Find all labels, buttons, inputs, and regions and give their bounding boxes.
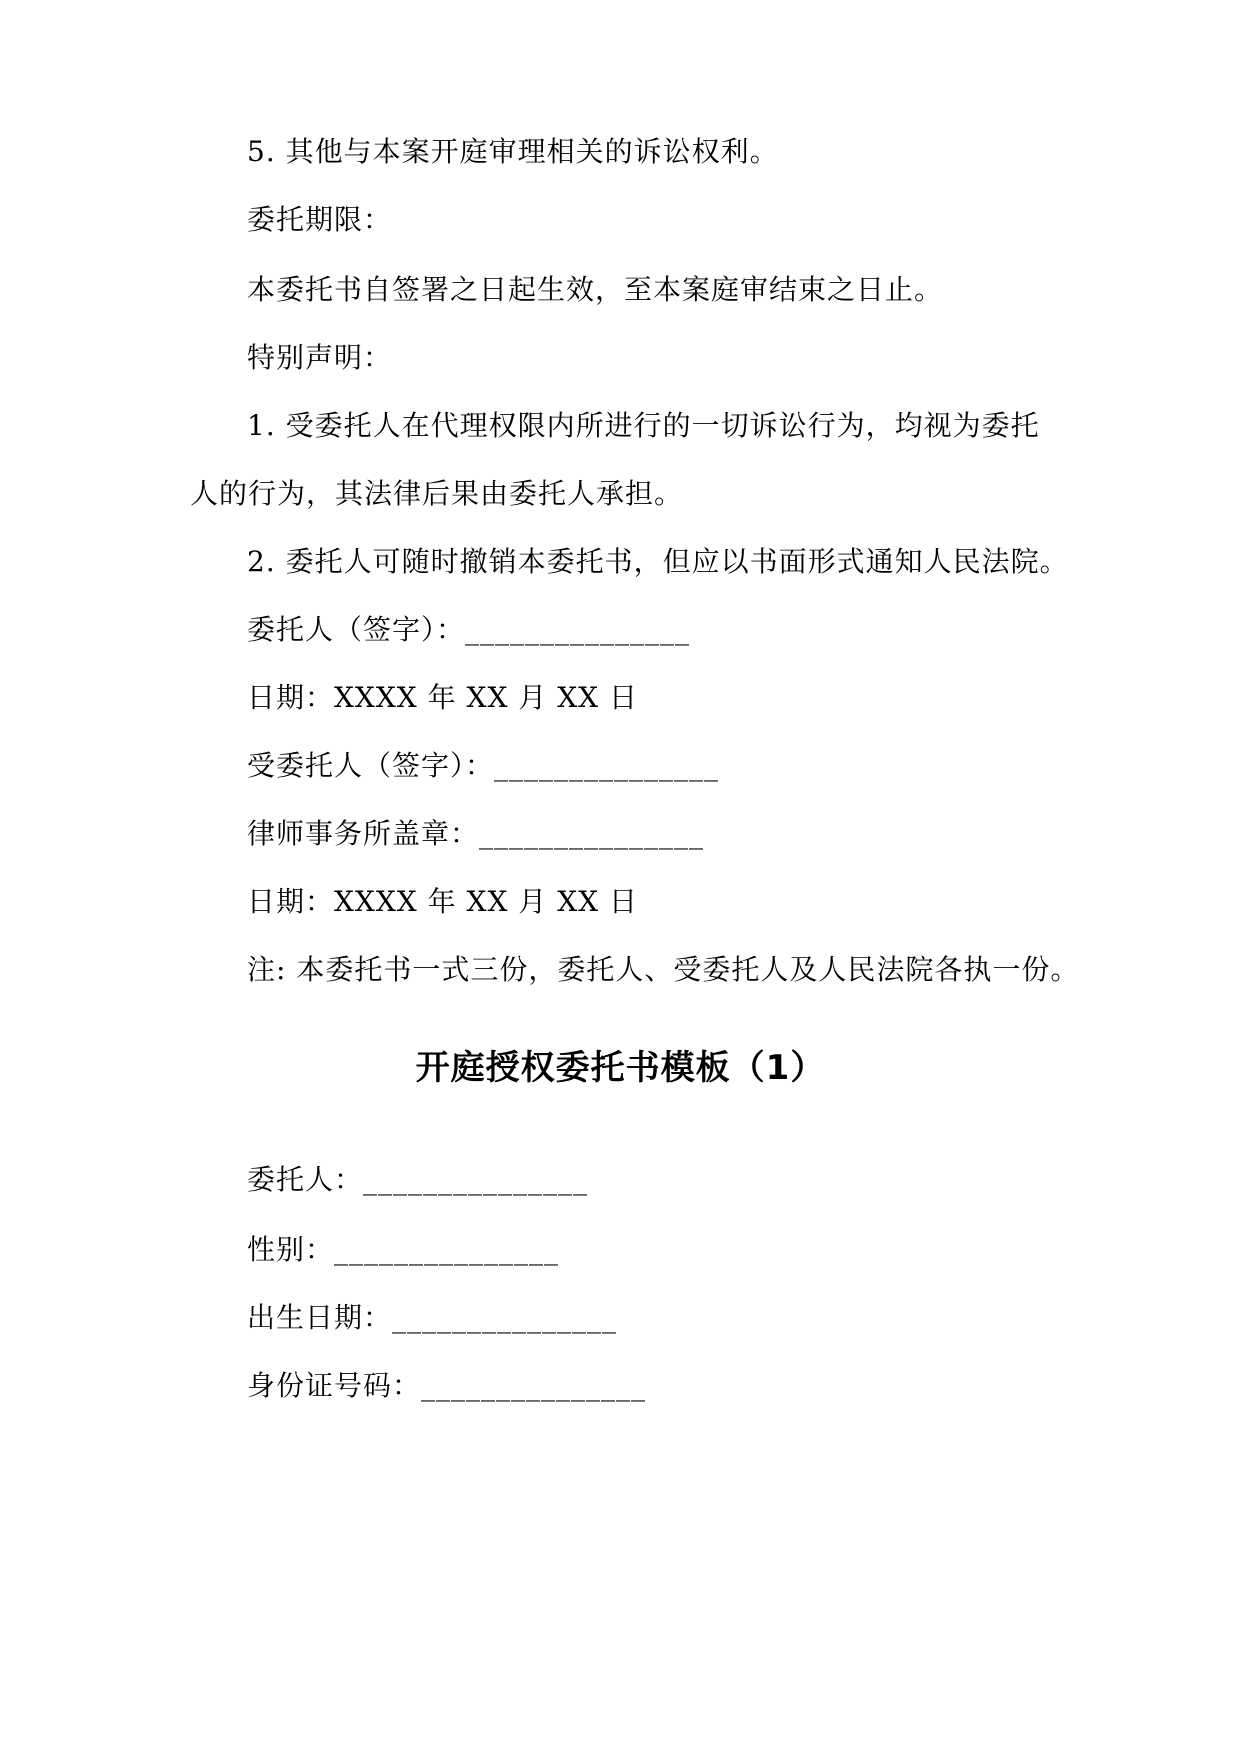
- paragraph-entrust-period: 本委托书自签署之日起生效，至本案庭审结束之日止。: [247, 273, 944, 306]
- field-id-number: 身份证号码：_______________: [247, 1369, 647, 1402]
- field-principal: 委托人：_______________: [247, 1163, 589, 1196]
- field-birth-date: 出生日期：_______________: [247, 1301, 618, 1334]
- law-firm-seal: 律师事务所盖章：_______________: [247, 817, 705, 850]
- date-agent: 日期：XXXX 年 XX 月 XX 日: [247, 885, 638, 918]
- paragraph-rights-item-5: 5. 其他与本案开庭审理相关的诉讼权利。: [247, 135, 779, 168]
- paragraph-statement-2: 2. 委托人可随时撤销本委托书，但应以书面形式通知人民法院。: [247, 545, 1069, 578]
- paragraph-statement-1-line2: 人的行为，其法律后果由委托人承担。: [190, 477, 684, 510]
- note-copies: 注: 本委托书一式三份，委托人、受委托人及人民法院各执一份。: [247, 953, 1080, 986]
- signature-agent: 受委托人（签字）：_______________: [247, 749, 720, 782]
- field-gender: 性别：_______________: [247, 1233, 560, 1266]
- document-title: 开庭授权委托书模板（1）: [415, 1048, 826, 1088]
- heading-entrust-period: 委托期限：: [247, 203, 393, 236]
- signature-principal: 委托人（签字）：_______________: [247, 613, 691, 646]
- heading-special-statement: 特别声明：: [247, 341, 393, 374]
- date-principal: 日期：XXXX 年 XX 月 XX 日: [247, 681, 638, 714]
- paragraph-statement-1-line1: 1. 受委托人在代理权限内所进行的一切诉讼行为，均视为委托: [247, 409, 1040, 442]
